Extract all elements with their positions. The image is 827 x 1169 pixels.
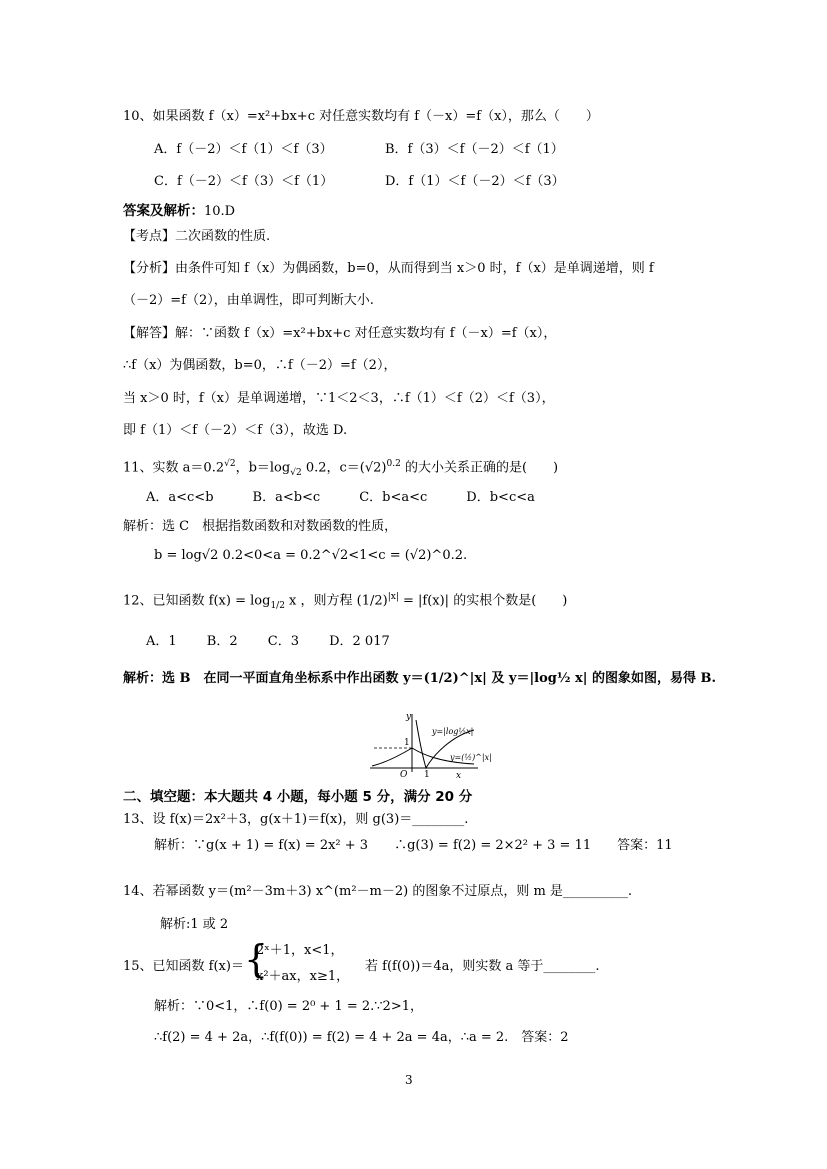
q10-analysis-1: 【分析】由条件可知 f（x）为偶函数，b=0，从而得到当 x＞0 时，f（x）是单调递增，则 f xyxy=(123,261,654,276)
figure-one-label: 1 xyxy=(404,738,410,748)
answer-heading: 答案及解析： xyxy=(123,203,204,219)
figure-log-label: y=|log½x| xyxy=(432,727,474,736)
q12-options: A．1 B．2 C．3 D．2 017 xyxy=(146,634,390,649)
q15-solution-2: ∴f(2) = 4 + 2a，∴f(f(0)) = f(2) = 4 + 2a = 4a，∴a = 2. 答案：2 xyxy=(154,1030,569,1045)
q10-answer-line xyxy=(123,202,235,221)
q10-solution-1: 【解答】解：∵函数 f（x）=x²+bx+c 对任意实数均有 f（－x）=f（x）， xyxy=(123,326,557,341)
figure-x-one-label: 1 xyxy=(424,770,430,780)
q10-option-d: D．f（1）＜f（－2）＜f（3） xyxy=(385,174,565,189)
q10-stem: 10、如果函数 f（x）=x²+bx+c 对任意实数均有 f（－x）=f（x），那么（ ） xyxy=(123,109,599,124)
answer-value: 10.D xyxy=(204,204,236,219)
q10-kaodian: 【考点】二次函数的性质. xyxy=(123,229,271,244)
q15-brace: { xyxy=(244,937,269,981)
q10-solution-3: 当 x＞0 时，f（x）是单调递增，∵1＜2＜3，∴f（1）＜f（2）＜f（3）， xyxy=(123,391,555,406)
figure-exp-label: y=(½)^|x| xyxy=(450,753,492,762)
q10-option-a: A．f（－2）＜f（1）＜f（3） xyxy=(154,142,333,157)
q10-analysis-2: （－2）=f（2），由单调性，即可判断大小. xyxy=(123,293,374,308)
q15-case-2: x²＋ax，x≥1， xyxy=(256,969,350,984)
q13-stem: 13、设 f(x)＝2x²＋3，g(x＋1)＝f(x)，则 g(3)＝________. xyxy=(123,812,469,827)
figure-origin-label: O xyxy=(400,770,408,780)
q11-solution-2: b = log√2 0.2<0<a = 0.2^√2<1<c = (√2)^0.2. xyxy=(154,548,468,563)
q10-solution-2: ∴f（x）为偶函数，b=0，∴f（－2）=f（2）， xyxy=(123,358,397,373)
q15-case-1: 2ˣ＋1，x<1， xyxy=(256,943,344,958)
q11-options: A．a<c<b B．a<b<c C．b<a<c D．b<c<a xyxy=(146,490,535,505)
figure-x-label: x xyxy=(456,771,462,780)
q15-solution-1: 解析：∵0<1，∴f(0) = 2⁰ + 1 = 2.∵2>1， xyxy=(154,999,423,1014)
q15-prefix: 15、已知函数 f(x)＝ xyxy=(123,959,244,974)
q10-solution-4: 即 f（1）＜f（－2）＜f（3），故选 D. xyxy=(123,423,348,438)
q12-figure xyxy=(368,710,498,780)
q11-stem: 11、实数 $a=0.2^{√2}$，$b=\log_{√2}$ 0.2，$c=(√2)^{0.2}$ 的大小关系正确的是( ) xyxy=(123,459,559,478)
q14-stem: 14、若幂函数 y＝(m²－3m＋3) x^(m²－m－2) 的图象不过原点，则 m 是__________. xyxy=(123,884,633,899)
q12-solution: 解析：选 B 在同一平面直角坐标系中作出函数 y＝(1/2)^|x| 及 y＝|log½ x| 的图象如图，易得 B. xyxy=(123,671,716,686)
page-number: 3 xyxy=(405,1073,413,1087)
section-2-heading: 二、填空题：本大题共 4 小题，每小题 5 分，满分 20 分 xyxy=(123,789,473,805)
figure-y-label: y xyxy=(406,712,412,722)
q10-option-c: C．f（－2）＜f（3）＜f（1） xyxy=(154,174,334,189)
q11-solution-1: 解析：选 C 根据指数函数和对数函数的性质， xyxy=(123,519,398,534)
q15-condition: 若 f(f(0))＝4a，则实数 a 等于________. xyxy=(365,959,600,974)
q12-stem: 12、已知函数 $f(x) = \log_{1/2} x$ ，则方程 $(1/2)^{|x|} = |f(x)|$ 的实根个数是( ) xyxy=(123,592,568,611)
q14-solution: 解析:1 或 2 xyxy=(160,917,229,932)
q13-solution: 解析：∵g(x + 1) = f(x) = 2x² + 3 ∴g(3) = f(2) = 2×2² + 3 = 11 答案：11 xyxy=(154,838,673,853)
q10-option-b: B．f（3）＜f（－2）＜f（1） xyxy=(385,142,564,157)
